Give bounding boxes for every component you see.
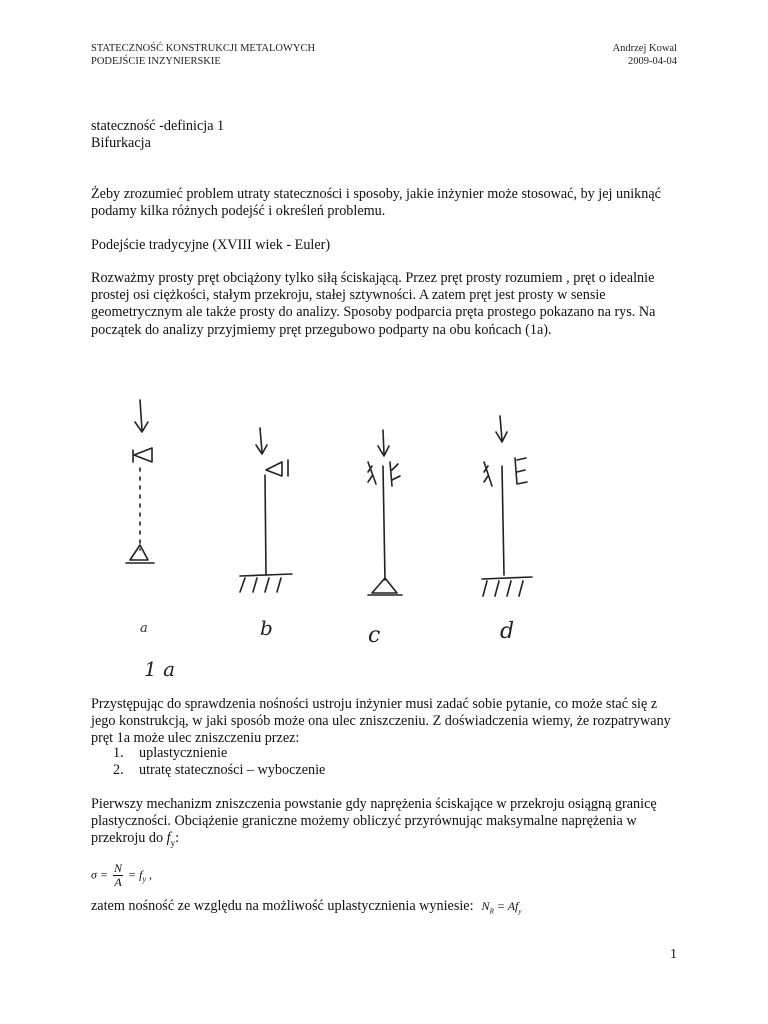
formula-numerator: N <box>114 861 123 875</box>
section-title: stateczność -definicja 1 <box>91 118 225 134</box>
column-sketch-c <box>368 430 402 595</box>
header-right <box>613 42 677 68</box>
conclusion-text: zatem nośność ze względu na możliwość uplastycznienia wyniesie: <box>91 898 474 914</box>
column-sketch-b <box>240 428 292 592</box>
sketch-label-d: d <box>500 619 515 644</box>
list-item-number: 1. <box>113 745 124 761</box>
page-number: 1 <box>670 947 677 962</box>
paragraph-conclusion <box>91 898 681 921</box>
formula-fraction <box>113 862 123 889</box>
formula-denominator: A <box>114 875 122 889</box>
formula-rhs-sub: y <box>142 874 147 884</box>
section-heading <box>91 118 681 152</box>
formula-tail: , <box>146 867 153 882</box>
column-sketch-a <box>126 400 154 563</box>
mechanism-colon: : <box>175 830 180 847</box>
sketch-caption: 1 a <box>144 657 176 680</box>
mechanism-text: Pierwszy mechanizm zniszczenia powstanie gdy naprężenia ściskające w przekroju osiągną granicę plastyczności. Obciążenie graniczne możemy obliczyć przyrównując maksymalne naprężenia w przekroju do <box>91 796 657 847</box>
list-item-text: uplastycznienie <box>139 745 228 761</box>
paragraph-intro: Żeby zrozumieć problem utraty stateczności i sposoby, jakie inżynier może stosować, by jej uniknąć podamy kilka różnych podejść i określeń problemu. <box>91 186 661 220</box>
paragraph-mechanism <box>91 796 681 852</box>
list-item-text: utratę stateczności – wyboczenie <box>139 762 326 778</box>
header-subtitle: PODEJŚCIE INZYNIERSKIE <box>91 56 221 67</box>
header-course-title: STATECZNOŚĆ KONSTRUKCJI METALOWYCH <box>91 43 316 54</box>
sketch-label-b: b <box>260 616 273 640</box>
paragraph-failure: Przystępując do sprawdzenia nośności ustroju inżynier musi zadać sobie pytanie, co może stać się z jego konstrukcją, w jaki sposób może ona ulec zniszczeniu. Z doświadczenia wiemy, że rozpatrywany pręt 1a może ulec zniszczeniu przez: <box>91 696 671 747</box>
capacity-rhs-sub: y <box>518 907 522 916</box>
list-item-number: 2. <box>113 762 124 778</box>
support-conditions-sketch <box>100 380 660 680</box>
list-item <box>113 745 227 762</box>
formula-sigma: σ = <box>91 867 109 882</box>
column-sketch-d <box>482 416 532 596</box>
mechanism-fy: f <box>166 830 171 847</box>
paragraph-bar: Rozważmy prosty pręt obciążony tylko siłą ściskającą. Przez pręt prosty rozumiem , pręt o idealnie prostej osi ciężkości, stałym przekroju, stałej sztywności. A zatem pręt jest prosty w sensie geometrycznym ale także prosty do analizy. Sposoby podparcia pręta prostego pokazano na rys. Na początek do analizy przyjmiemy pręt przegubowo podparty na obu końcach (1a). <box>91 270 656 338</box>
sketch-label-a: a <box>140 621 148 636</box>
sketch-label-c: c <box>368 623 381 648</box>
paragraph-approach: Podejście tradycyjne (XVIII wiek - Euler) <box>91 237 331 253</box>
header-left <box>91 42 315 68</box>
stress-formula <box>91 862 152 889</box>
section-subtitle: Bifurkacja <box>91 135 151 152</box>
formula-rhs: = f <box>128 867 143 882</box>
capacity-formula <box>481 899 522 916</box>
list-item <box>113 762 325 779</box>
mechanism-fy-sub: y <box>170 838 176 849</box>
capacity-rhs: = Af <box>493 899 519 913</box>
header-date: 2009-04-04 <box>628 56 677 67</box>
header-author: Andrzej Kowal <box>612 43 677 54</box>
capacity-nr: N <box>481 899 490 913</box>
capacity-nr-sub: R <box>489 907 494 916</box>
